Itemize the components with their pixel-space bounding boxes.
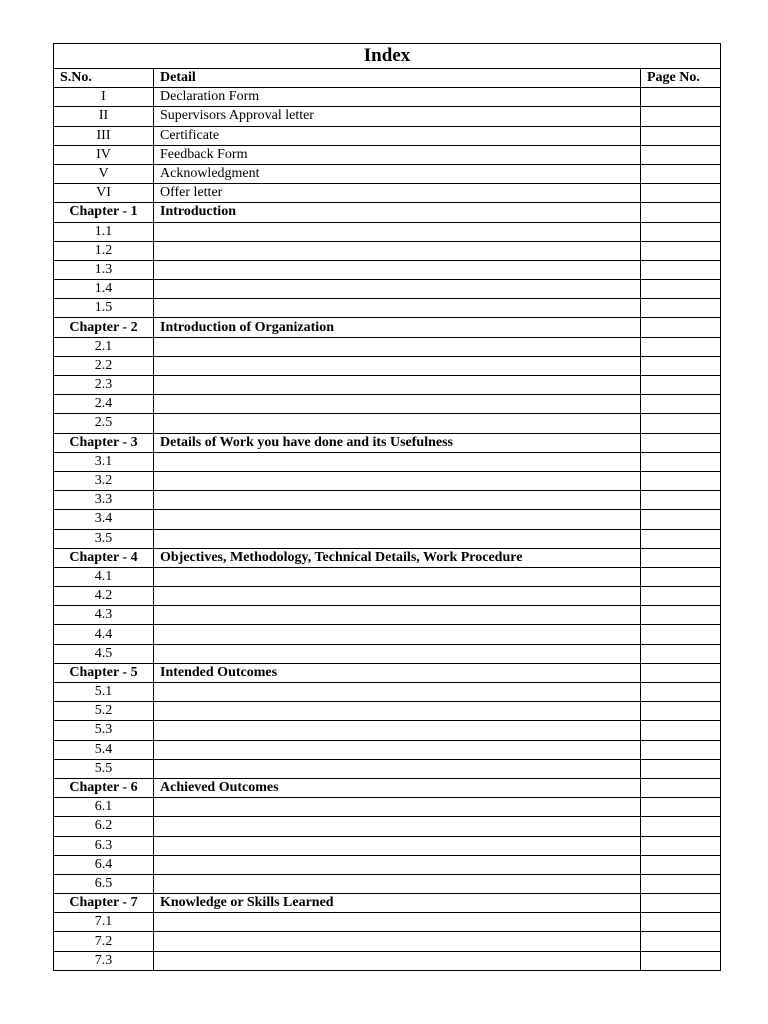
sno-cell: 4.3 — [54, 606, 154, 625]
sno-cell: 1.1 — [54, 222, 154, 241]
sno-cell: 2.5 — [54, 414, 154, 433]
table-row — [54, 529, 721, 548]
sno-cell: 5.1 — [54, 683, 154, 702]
detail-cell — [154, 567, 641, 586]
detail-cell — [154, 721, 641, 740]
table-row — [54, 88, 721, 107]
detail-cell: Achieved Outcomes — [154, 778, 641, 797]
page-no-cell — [640, 529, 720, 548]
detail-cell — [154, 702, 641, 721]
sno-cell: Chapter - 1 — [54, 203, 154, 222]
page-no-cell — [640, 644, 720, 663]
table-row — [54, 855, 721, 874]
detail-cell — [154, 529, 641, 548]
detail-cell: Offer letter — [154, 184, 641, 203]
table-row — [54, 145, 721, 164]
table-row — [54, 836, 721, 855]
page-no-cell — [640, 260, 720, 279]
page-no-cell — [640, 721, 720, 740]
detail-cell: Knowledge or Skills Learned — [154, 894, 641, 913]
page-no-cell — [640, 318, 720, 337]
page-no-cell — [640, 280, 720, 299]
chapter-row — [54, 663, 721, 682]
sno-cell: 7.1 — [54, 913, 154, 932]
page-no-cell — [640, 836, 720, 855]
chapter-row — [54, 203, 721, 222]
sno-cell: 6.3 — [54, 836, 154, 855]
sno-cell: 2.2 — [54, 356, 154, 375]
detail-cell — [154, 759, 641, 778]
sno-cell: 6.1 — [54, 798, 154, 817]
table-row — [54, 471, 721, 490]
page-no-cell — [640, 587, 720, 606]
sno-cell: 3.4 — [54, 510, 154, 529]
table-row — [54, 702, 721, 721]
page-no-cell — [640, 395, 720, 414]
table-row — [54, 567, 721, 586]
detail-cell: Details of Work you have done and its Usefulness — [154, 433, 641, 452]
table-row — [54, 299, 721, 318]
detail-cell — [154, 356, 641, 375]
detail-header: Detail — [154, 69, 641, 88]
detail-cell: Acknowledgment — [154, 164, 641, 183]
sno-cell: 5.4 — [54, 740, 154, 759]
page-no-cell — [640, 855, 720, 874]
sno-cell: Chapter - 3 — [54, 433, 154, 452]
table-row — [54, 874, 721, 893]
index-body — [54, 88, 721, 971]
sno-cell: 1.3 — [54, 260, 154, 279]
detail-cell — [154, 855, 641, 874]
table-row — [54, 241, 721, 260]
detail-cell — [154, 740, 641, 759]
table-row — [54, 164, 721, 183]
page-no-cell — [640, 414, 720, 433]
page-no-cell — [640, 510, 720, 529]
table-row — [54, 260, 721, 279]
sno-cell: I — [54, 88, 154, 107]
table-row — [54, 625, 721, 644]
sno-cell: 1.4 — [54, 280, 154, 299]
sno-cell: 3.5 — [54, 529, 154, 548]
page-no-cell — [640, 894, 720, 913]
detail-cell: Intended Outcomes — [154, 663, 641, 682]
detail-cell — [154, 376, 641, 395]
detail-cell — [154, 606, 641, 625]
detail-cell — [154, 260, 641, 279]
sno-header: S.No. — [54, 69, 154, 88]
page-no-cell — [640, 337, 720, 356]
page-no-cell — [640, 184, 720, 203]
table-row — [54, 414, 721, 433]
sno-cell: 1.2 — [54, 241, 154, 260]
sno-cell: 3.2 — [54, 471, 154, 490]
detail-cell — [154, 644, 641, 663]
table-row — [54, 356, 721, 375]
sno-cell: 4.2 — [54, 587, 154, 606]
page-no-cell — [640, 951, 720, 970]
page-no-cell — [640, 874, 720, 893]
detail-cell — [154, 683, 641, 702]
page-no-cell — [640, 376, 720, 395]
detail-cell: Supervisors Approval letter — [154, 107, 641, 126]
page-no-cell — [640, 471, 720, 490]
page-no-cell — [640, 932, 720, 951]
page-no-cell — [640, 798, 720, 817]
page-no-cell — [640, 107, 720, 126]
detail-cell — [154, 913, 641, 932]
table-row — [54, 913, 721, 932]
detail-cell — [154, 836, 641, 855]
table-row — [54, 337, 721, 356]
page-no-cell — [640, 241, 720, 260]
detail-cell — [154, 491, 641, 510]
table-row — [54, 491, 721, 510]
sno-cell: 2.4 — [54, 395, 154, 414]
page-no-cell — [640, 817, 720, 836]
page-no-cell — [640, 567, 720, 586]
page-no-cell — [640, 433, 720, 452]
sno-cell: 4.1 — [54, 567, 154, 586]
table-row — [54, 798, 721, 817]
index-table — [53, 43, 721, 971]
detail-cell — [154, 337, 641, 356]
sno-cell: 5.2 — [54, 702, 154, 721]
chapter-row — [54, 778, 721, 797]
detail-cell: Introduction — [154, 203, 641, 222]
page-no-cell — [640, 164, 720, 183]
table-row — [54, 606, 721, 625]
sno-cell: 1.5 — [54, 299, 154, 318]
page-no-cell — [640, 702, 720, 721]
sno-cell: 7.3 — [54, 951, 154, 970]
sno-cell: II — [54, 107, 154, 126]
page-no-cell — [640, 759, 720, 778]
table-row — [54, 510, 721, 529]
detail-cell — [154, 471, 641, 490]
header-row — [54, 69, 721, 88]
page-no-cell — [640, 356, 720, 375]
detail-cell: Feedback Form — [154, 145, 641, 164]
page-no-cell — [640, 548, 720, 567]
sno-cell: 5.5 — [54, 759, 154, 778]
table-row — [54, 683, 721, 702]
page-no-cell — [640, 145, 720, 164]
chapter-row — [54, 548, 721, 567]
table-row — [54, 721, 721, 740]
sno-cell: 6.4 — [54, 855, 154, 874]
sno-cell: 6.5 — [54, 874, 154, 893]
table-row — [54, 126, 721, 145]
table-row — [54, 452, 721, 471]
sno-cell: IV — [54, 145, 154, 164]
index-title: Index — [54, 44, 721, 69]
sno-cell: 2.1 — [54, 337, 154, 356]
detail-cell — [154, 222, 641, 241]
sno-cell: Chapter - 7 — [54, 894, 154, 913]
sno-cell: VI — [54, 184, 154, 203]
sno-cell: 3.3 — [54, 491, 154, 510]
detail-cell — [154, 299, 641, 318]
detail-cell — [154, 510, 641, 529]
detail-cell — [154, 414, 641, 433]
sno-cell: Chapter - 5 — [54, 663, 154, 682]
detail-cell — [154, 874, 641, 893]
sno-cell: 5.3 — [54, 721, 154, 740]
table-row — [54, 759, 721, 778]
chapter-row — [54, 894, 721, 913]
page-no-header: Page No. — [640, 69, 720, 88]
detail-cell — [154, 587, 641, 606]
sno-cell: 3.1 — [54, 452, 154, 471]
detail-cell — [154, 817, 641, 836]
page-no-cell — [640, 452, 720, 471]
detail-cell — [154, 951, 641, 970]
sno-cell: 4.4 — [54, 625, 154, 644]
page-no-cell — [640, 913, 720, 932]
page-no-cell — [640, 222, 720, 241]
table-row — [54, 395, 721, 414]
table-row — [54, 184, 721, 203]
sno-cell: V — [54, 164, 154, 183]
table-row — [54, 376, 721, 395]
page-no-cell — [640, 778, 720, 797]
sno-cell: Chapter - 2 — [54, 318, 154, 337]
detail-cell — [154, 241, 641, 260]
sno-cell: 2.3 — [54, 376, 154, 395]
chapter-row — [54, 433, 721, 452]
sno-cell: Chapter - 4 — [54, 548, 154, 567]
table-row — [54, 817, 721, 836]
table-row — [54, 951, 721, 970]
page-no-cell — [640, 203, 720, 222]
chapter-row — [54, 318, 721, 337]
detail-cell — [154, 625, 641, 644]
page-no-cell — [640, 625, 720, 644]
detail-cell — [154, 798, 641, 817]
table-row — [54, 644, 721, 663]
table-row — [54, 587, 721, 606]
table-row — [54, 222, 721, 241]
table-row — [54, 740, 721, 759]
detail-cell — [154, 280, 641, 299]
detail-cell — [154, 452, 641, 471]
detail-cell: Objectives, Methodology, Technical Details, Work Procedure — [154, 548, 641, 567]
sno-cell: III — [54, 126, 154, 145]
sno-cell: 4.5 — [54, 644, 154, 663]
detail-cell — [154, 932, 641, 951]
page-no-cell — [640, 606, 720, 625]
table-row — [54, 932, 721, 951]
detail-cell — [154, 395, 641, 414]
page-no-cell — [640, 663, 720, 682]
page-no-cell — [640, 126, 720, 145]
sno-cell: 6.2 — [54, 817, 154, 836]
detail-cell: Certificate — [154, 126, 641, 145]
page-no-cell — [640, 491, 720, 510]
page-no-cell — [640, 740, 720, 759]
page-no-cell — [640, 299, 720, 318]
title-row — [54, 44, 721, 69]
detail-cell: Introduction of Organization — [154, 318, 641, 337]
sno-cell: 7.2 — [54, 932, 154, 951]
table-row — [54, 280, 721, 299]
detail-cell: Declaration Form — [154, 88, 641, 107]
sno-cell: Chapter - 6 — [54, 778, 154, 797]
page-no-cell — [640, 88, 720, 107]
page-no-cell — [640, 683, 720, 702]
table-row — [54, 107, 721, 126]
